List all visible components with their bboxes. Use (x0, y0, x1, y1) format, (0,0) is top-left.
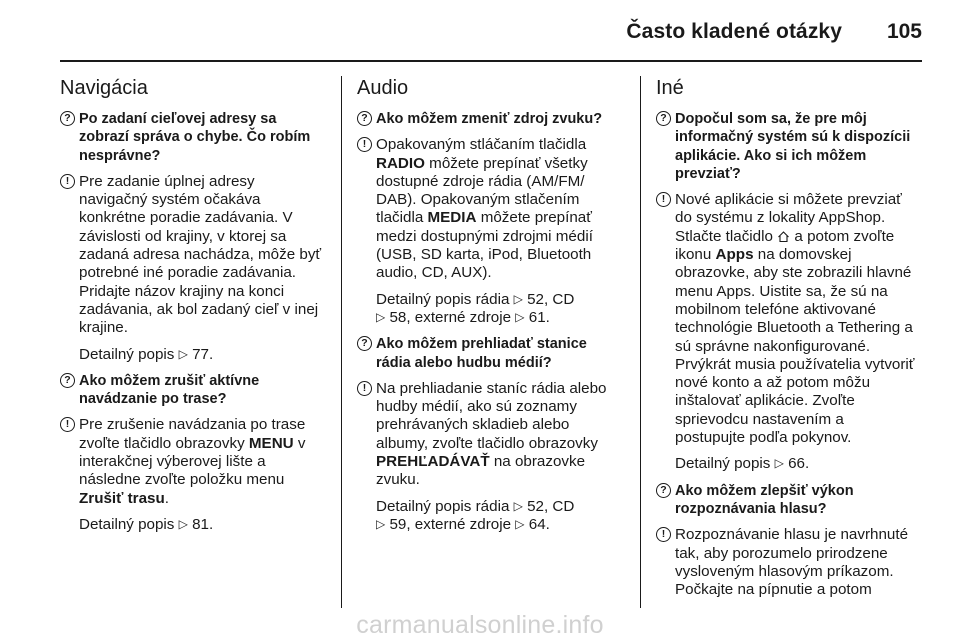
reference-link[interactable]: 64. (528, 515, 550, 533)
answer-icon: ! (60, 417, 75, 432)
reference-link[interactable]: 58, externé zdroje (389, 308, 512, 326)
answer-icon: ! (357, 381, 372, 396)
section-title-navigation: Navigácia (60, 77, 148, 99)
faq-question: ? Po zadaní cieľovej adresy sa zobrazí správa o chybe. Čo robím nesprávne? (60, 110, 322, 165)
faq-answer: ! Na prehliadanie staníc rádia alebo hudby médií, ako sú zoznamy prehrávaných skladieb alebo albumy, zvoľte tlačidlo obrazovky PREHĽADÁVAŤ na obrazovke zvuku. (357, 380, 619, 490)
answer-icon: ! (60, 174, 75, 189)
answer-icon: ! (656, 527, 671, 542)
faq-question: ? Ako môžem zmeniť zdroj zvuku? (357, 110, 619, 128)
question-icon: ? (60, 373, 75, 388)
detail-reference: Detailný popis ▷ 66. (675, 455, 810, 473)
faq-answer: ! Rozpoznávanie hlasu je navrhnuté tak, aby porozumelo prirodzene vysloveným hlasovým príkazom. Počkajte na pípnutie a potom (656, 526, 918, 599)
question-icon: ? (656, 111, 671, 126)
reference-link[interactable]: 66. (788, 455, 810, 473)
detail-reference: Detailný popis ▷ 77. (79, 345, 214, 363)
reference-arrow-icon: ▷ (774, 456, 784, 471)
reference-link[interactable]: 59, externé zdroje (389, 515, 512, 533)
section-title-audio: Audio (357, 77, 409, 99)
reference-arrow-icon: ▷ (178, 346, 188, 361)
question-icon: ? (357, 111, 372, 126)
detail-reference: Detailný popis ▷ 81. (79, 515, 214, 533)
reference-arrow-icon: ▷ (513, 291, 523, 306)
reference-arrow-icon: ▷ (513, 498, 523, 513)
faq-question: ? Dopočul som sa, že pre môj informačný systém sú k dispozícii aplikácie. Ako si ich môžem prevziať? (656, 110, 918, 183)
reference-link[interactable]: 61. (528, 308, 550, 326)
answer-icon: ! (357, 137, 372, 152)
faq-answer: ! Nové aplikácie si môžete prevziať do systému z lokality AppShop. Stlačte tlačidlo a potom zvoľte ikonu Apps na domovskej obrazovke, aby ste zobrazili hlavné menu Apps. Uistite sa, že sú na mobilnom telefóne aktivované technológie Bluetooth a Tethering a sú správne nakonfigurované. Prvýkrát musia používatelia vytvoriť nové konto a až potom môžu inštalovať aplikácie. Zvoľte sprievodcu nastavením a postupujte podľa pokynov. (656, 191, 918, 447)
watermark: carmanualsonline.info (356, 611, 604, 639)
detail-reference: Detailný popis rádia ▷ 52, CD ▷ 58, externé zdroje ▷ 61. (376, 290, 575, 326)
reference-arrow-icon: ▷ (178, 516, 188, 531)
question-icon: ? (357, 336, 372, 351)
reference-arrow-icon: ▷ (515, 309, 525, 324)
detail-reference: Detailný popis rádia ▷ 52, CD ▷ 59, externé zdroje ▷ 64. (376, 497, 575, 533)
column-divider-left (341, 76, 342, 608)
faq-question: ? Ako môžem zrušiť aktívne navádzanie po trase? (60, 372, 322, 409)
reference-arrow-icon: ▷ (376, 309, 386, 324)
reference-link[interactable]: 81. (192, 515, 214, 533)
reference-link[interactable]: 77. (192, 345, 214, 363)
section-title-other: Iné (656, 77, 684, 99)
question-icon: ? (60, 111, 75, 126)
header-rule (60, 60, 922, 62)
faq-question: ? Ako môžem prehliadať stanice rádia alebo hudbu médií? (357, 335, 619, 372)
column-other (656, 76, 918, 607)
answer-icon: ! (656, 192, 671, 207)
faq-answer: ! Opakovaným stláčaním tlačidla RADIO môžete prepínať všetky dostupné zdroje rádia (AM/FM/ DAB). Opakovaným stlačením tlačidla MEDIA môžete prepínať medzi dostupnými zdrojmi médií (USB, SD karta, iPod, Bluetooth audio, CD, AUX). (357, 136, 619, 282)
page-header (0, 0, 960, 62)
page-number: 105 (886, 20, 922, 43)
column-navigation (60, 76, 322, 542)
faq-answer: ! Pre zadanie úplnej adresy navigačný systém očakáva konkrétne poradie zadávania. V závislosti od krajiny, v ktorej sa zadaná adresa nachádza, môže byť potrebné iné poradie zadávania. Pridajte názov krajiny na konci zadávania, ak bol zadaný cieľ v inej krajine. (60, 173, 322, 338)
faq-answer: ! Pre zrušenie navádzania po trase zvoľte tlačidlo obrazovky MENU v interakčnej výberovej lište a následne zvoľte položku menu Zrušiť trasu. (60, 416, 322, 507)
page-title: Často kladené otázky (626, 20, 842, 43)
faq-question: ? Ako môžem zlepšiť výkon rozpoznávania hlasu? (656, 482, 918, 519)
home-icon (777, 230, 790, 243)
reference-arrow-icon: ▷ (515, 516, 525, 531)
reference-link[interactable]: 52, CD (527, 497, 575, 515)
question-icon: ? (656, 483, 671, 498)
column-divider-right (640, 76, 641, 608)
reference-link[interactable]: 52, CD (527, 290, 575, 308)
column-audio (357, 76, 619, 542)
reference-arrow-icon: ▷ (376, 516, 386, 531)
